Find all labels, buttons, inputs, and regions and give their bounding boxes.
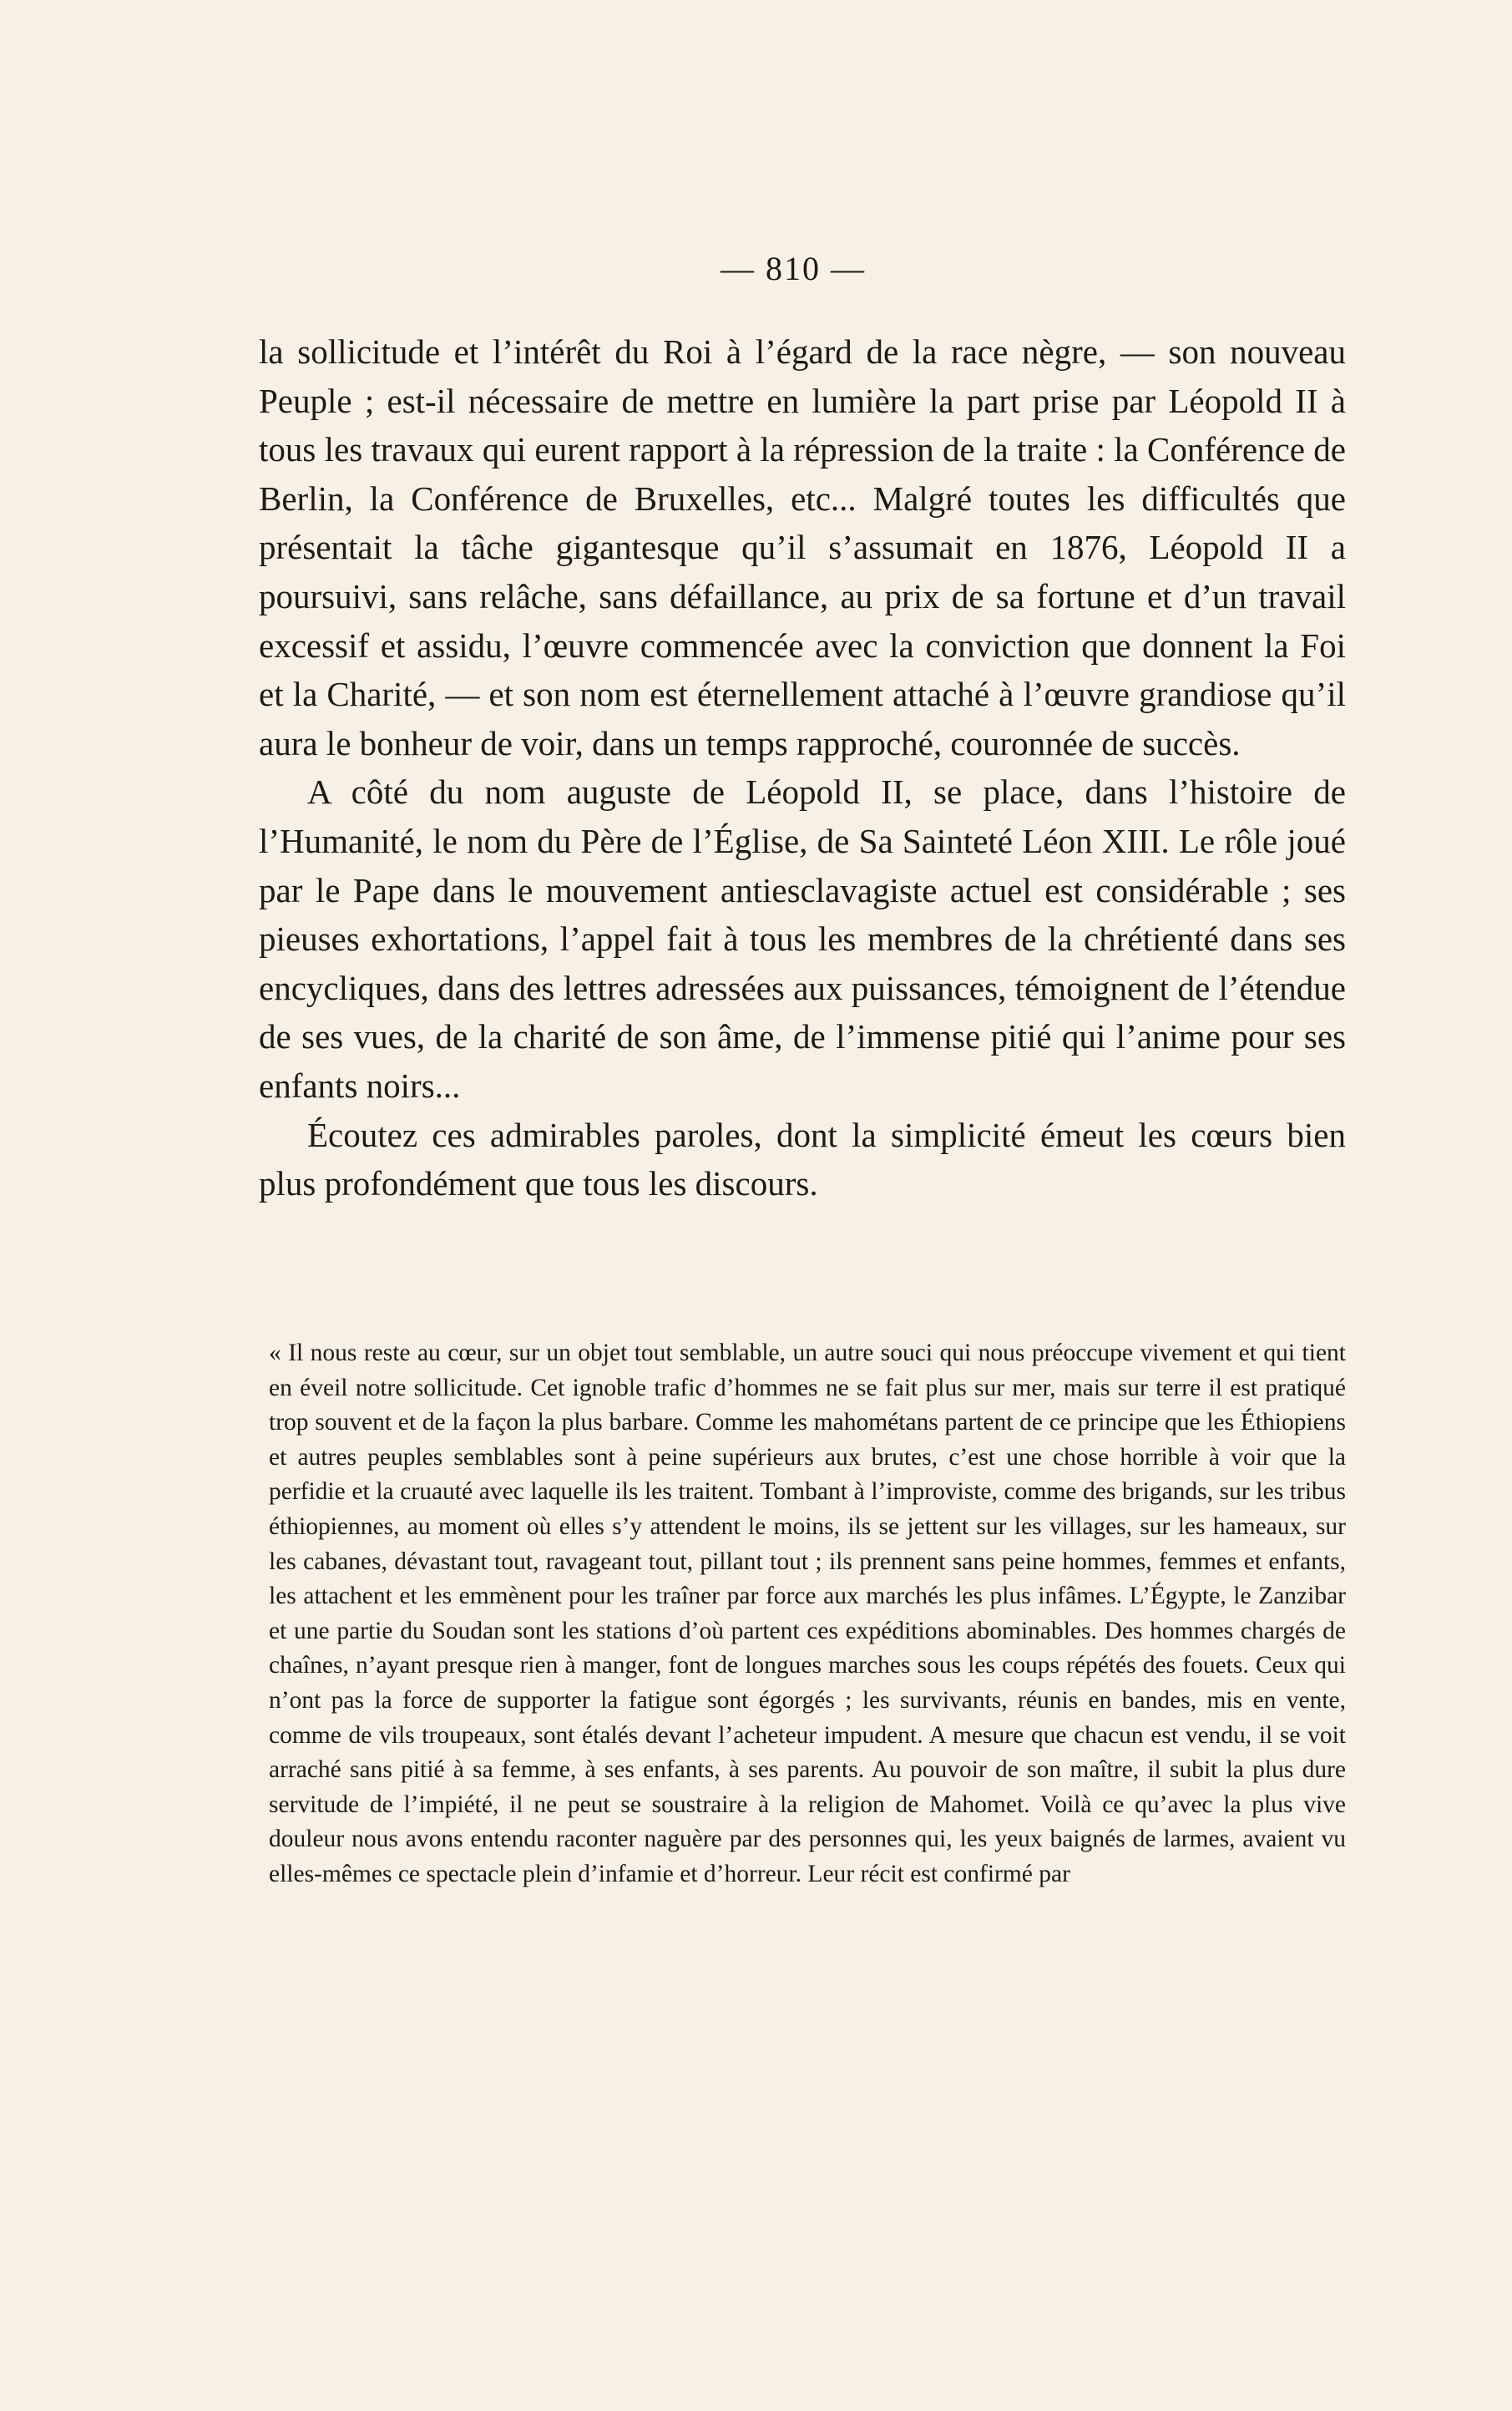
paragraph-ecoutez: Écoutez ces admirables paroles, dont la simplicité émeut les cœurs bien plus profondément que tous les discours. (259, 1115, 1346, 1203)
paragraph-continuation: la sollicitude et l’intérêt du Roi à l’égard de la race nègre, — son nouveau Peuple ; est-il nécessaire de mettre en lumière la part prise par Léopold II à tous les travaux qui eurent rapport à la répression de la traite : la Conférence de Berlin, la Conférence de Bruxelles, etc... Malgré toutes les difficultés que présentait la tâche gigantesque qu’il s’assumait en 1876, Léopold II a poursuivi, sans relâche, sans défaillance, au prix de sa fortune et d’un travail excessif et assidu, l’œuvre commencée avec la conviction que donnent la Foi et la Charité, — et son nom est éternellement attaché à l’œuvre grandiose qu’il aura le bonheur de voir, dans un temps rapproché, couronnée de succès. (259, 332, 1346, 762)
quote-text: « Il nous reste au cœur, sur un objet tout semblable, un autre souci qui nous préoccupe vivement et qui tient en éveil notre sollicitude. Cet ignoble trafic d’hommes ne se fait plus sur mer, mais sur terre il est pratiqué trop souvent et de la façon la plus barbare. Comme les mahométans partent de ce principe que les Éthiopiens et autres peuples semblables sont à peine supérieurs aux brutes, c’est une chose horrible à voir que la perfidie et la cruauté avec laquelle ils les traitent. Tombant à l’improviste, comme des brigands, sur les tribus éthiopiennes, au moment où elles s’y attendent le moins, ils se jettent sur les villages, sur les hameaux, sur les cabanes, dévastant tout, ravageant tout, pillant tout ; ils prennent sans peine hommes, femmes et enfants, les attachent et les emmènent pour les traîner par force aux marchés les plus infâmes. L’Égypte, le Zanzibar et une partie du Soudan sont les stations d’où partent ces expéditions abominables. Des hommes chargés de chaînes, n’ayant presque rien à manger, font de longues marches sous les coups répétés des fouets. Ceux qui n’ont pas la force de supporter la fatigue sont égorgés ; les survivants, réunis en bandes, mis en vente, comme de vils troupeaux, sont étalés devant l’acheteur impudent. A mesure que chacun est vendu, il se voit arraché sans pitié à sa femme, à ses enfants, à ses parents. Au pouvoir de son maître, il subit la plus dure servitude de l’impiété, il ne peut se soustraire à la religion de Mahomet. Voilà ce qu’avec la plus vive douleur nous avons entendu raconter naguère par des personnes qui, les yeux baignés de larmes, avaient vu elles-mêmes ce spectacle plein d’infamie et d’horreur. Leur récit est confirmé par (269, 1340, 1346, 1887)
encyclical-quote (269, 1336, 1346, 1892)
page-number: — 810 — (721, 250, 866, 287)
main-text (259, 327, 1346, 1208)
paragraph-leon-xiii: A côté du nom auguste de Léopold II, se place, dans l’histoire de l’Humanité, le nom du Père de l’Église, de Sa Sainteté Léon XIII. Le rôle joué par le Pape dans le mouvement antiesclavagiste actuel est considérable ; ses pieuses exhortations, l’appel fait à tous les membres de la chrétienté dans ses encycliques, dans des lettres adressées aux puissances, témoignent de l’étendue de ses vues, de la charité de son âme, de l’immense pitié qui l’anime pour ses enfants noirs... (259, 772, 1346, 1105)
